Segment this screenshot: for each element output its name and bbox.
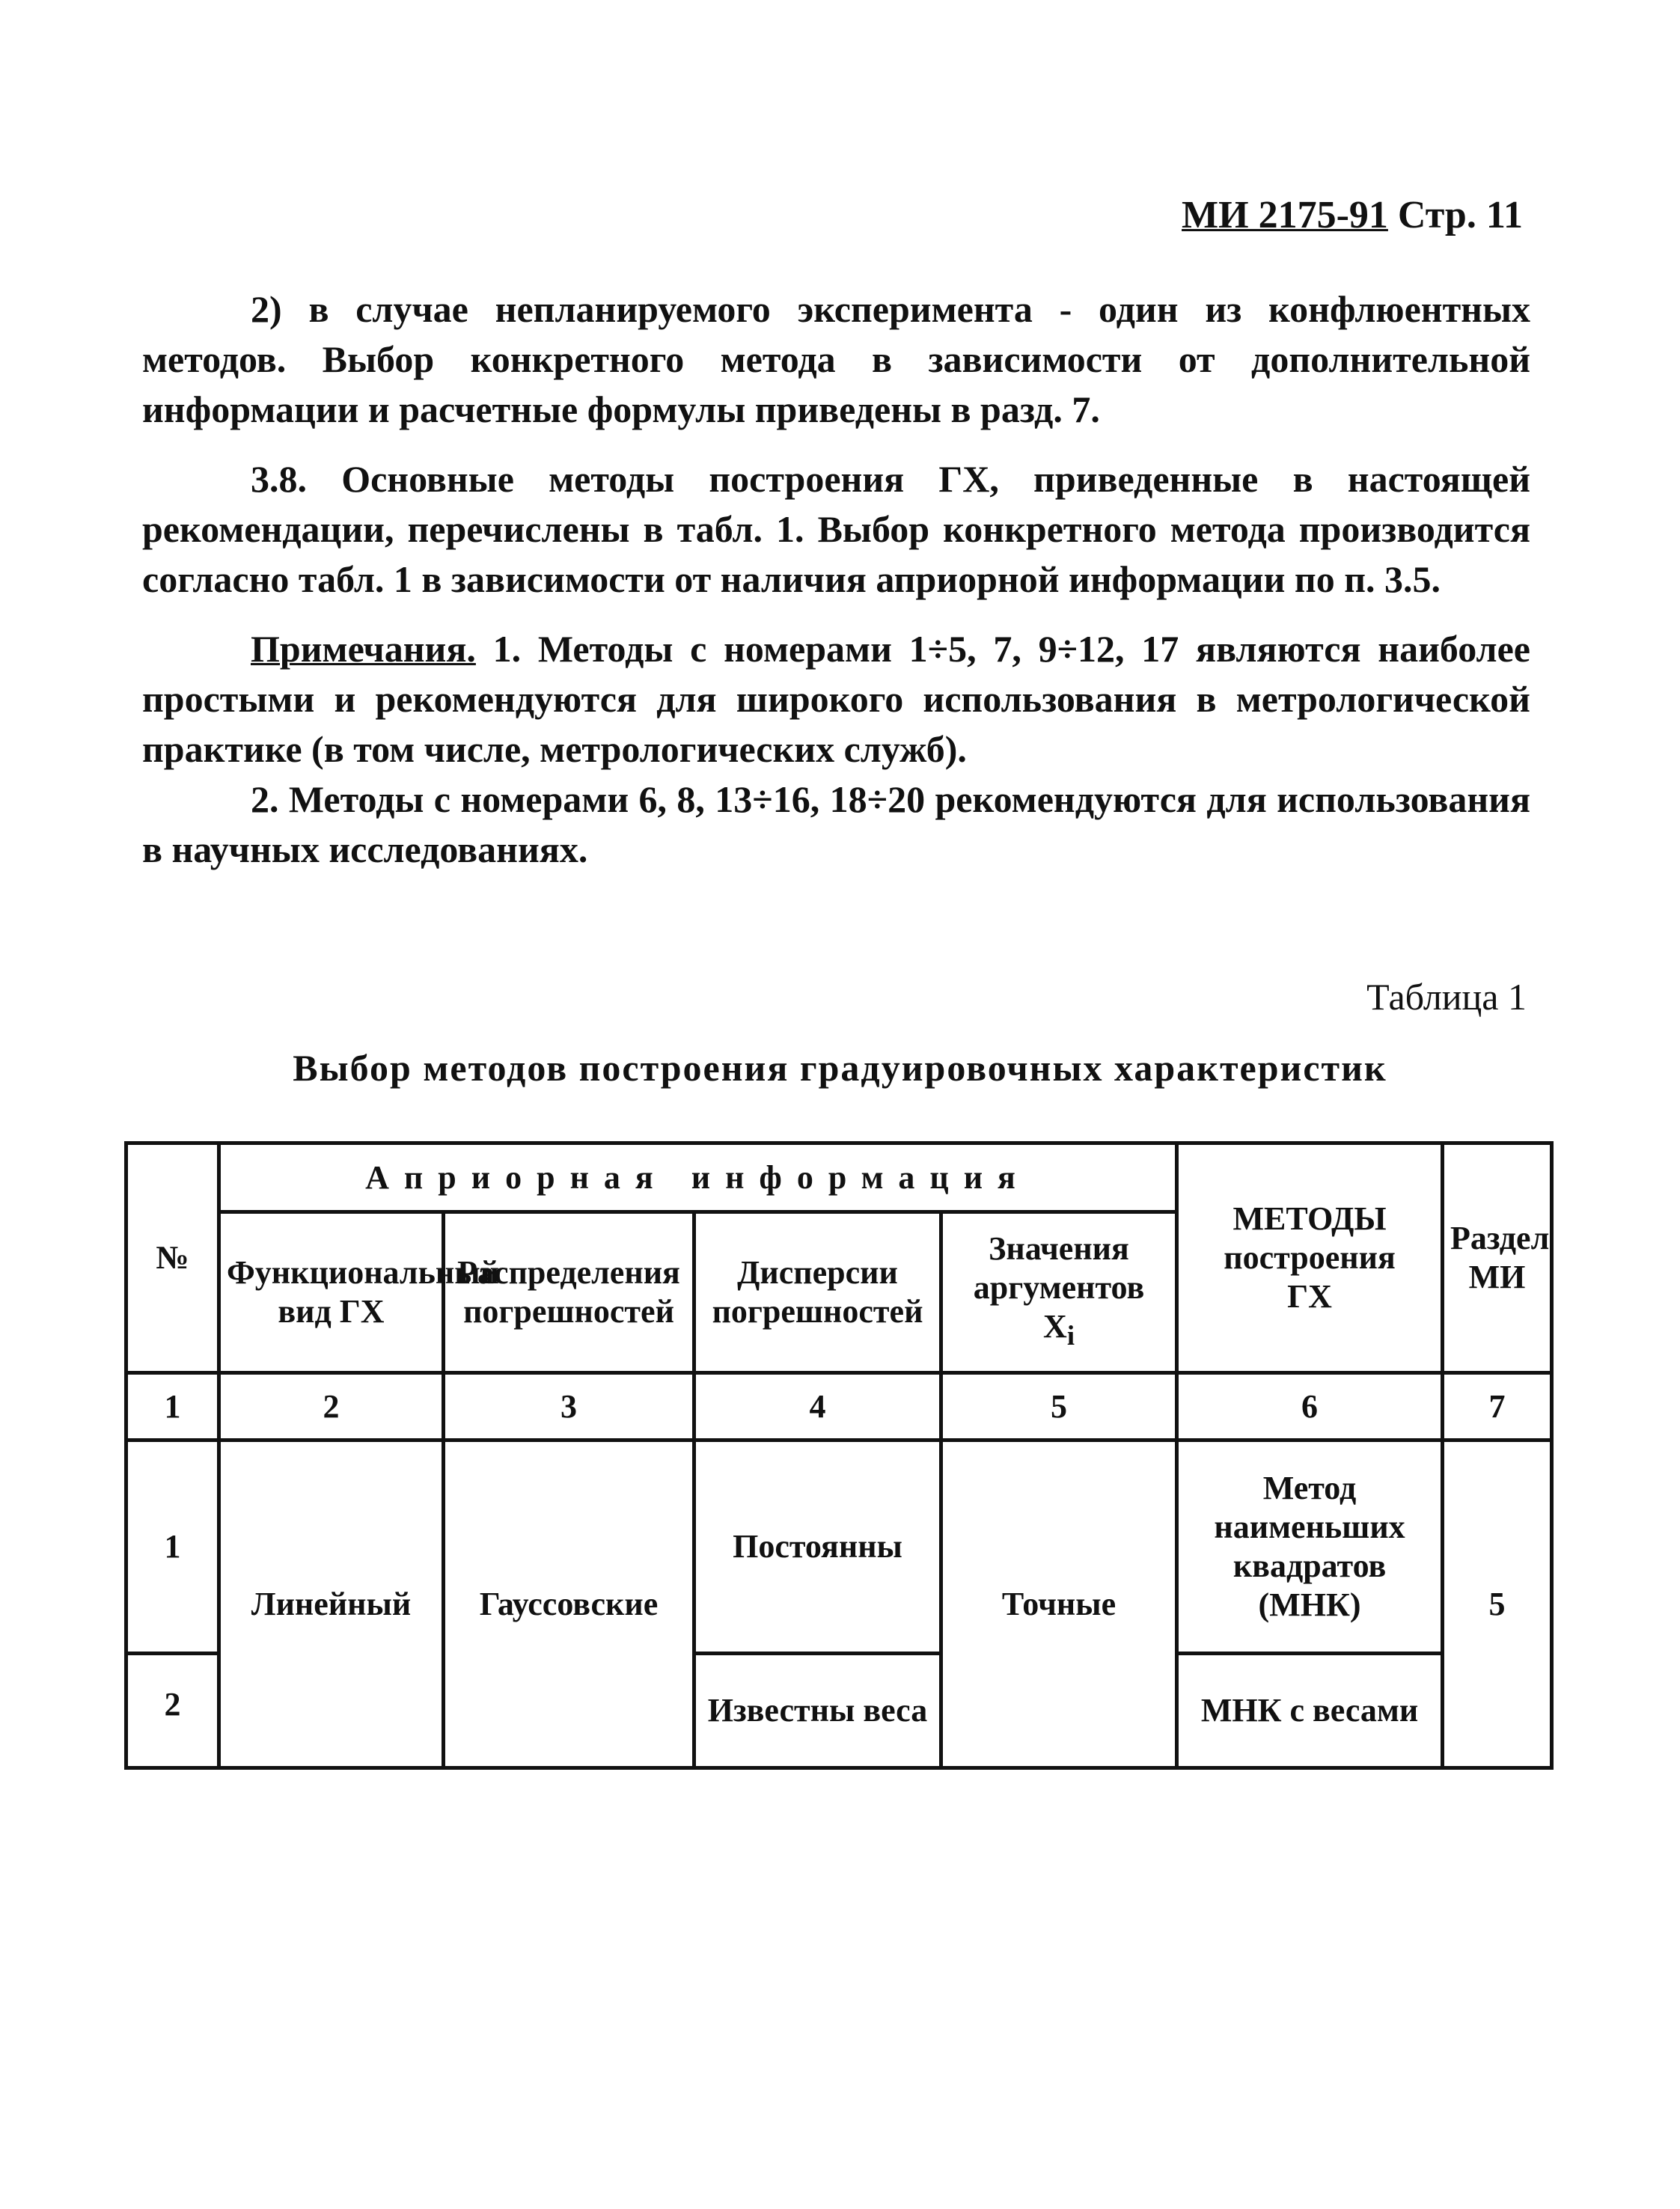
row-no: 1 [126,1440,219,1654]
header-no: № [126,1143,219,1373]
header-apriori: Априорная информация [219,1143,1177,1212]
note-2: 2. Методы с номерами 6, 8, 13÷16, 18÷20 рекомендуются для использования в научных исследованиях. [142,778,1530,870]
cell-section: 5 [1443,1440,1552,1768]
cell-method: МНК с весами [1177,1654,1443,1768]
cell-dispersion: Постоянны [694,1440,941,1654]
col-number: 7 [1443,1373,1552,1440]
row-no: 2 [126,1654,219,1768]
table-label: Таблица 1 [1366,976,1527,1018]
page-header [1182,193,1523,237]
cell-dispersion: Известны веса [694,1654,941,1768]
header-arguments-sub: i [1066,1319,1075,1351]
notes-label: Примечания. [251,628,476,670]
methods-table [124,1141,1554,1770]
col-number: 4 [694,1373,941,1440]
document-code: МИ 2175-91 [1182,194,1388,236]
paragraph-3-8: 3.8. Основные методы построения ГХ, приведенные в настоящей рекомендации, перечислены в табл. 1. Выбор конкретного метода производится согласно табл. 1 в зависимости от наличия априорной информации по п. 3.5. [142,458,1530,600]
cell-distribution: Гауссовские [444,1440,694,1768]
cell-arguments: Точные [941,1440,1177,1768]
col-number: 5 [941,1373,1177,1440]
body-text [142,284,1530,894]
header-methods-line1: МЕТОДЫ [1232,1200,1387,1237]
table-row [126,1440,1552,1654]
header-distribution: Распределения погрешностей [444,1212,694,1373]
paragraph-item-2: 2) в случае непланируемого эксперимента - один из конфлюентных методов. Выбор конкретного метода в зависимости от дополнительной информации и расчетные формулы приведены в разд. 7. [142,288,1530,430]
header-methods [1177,1143,1443,1373]
header-methods-line2: построения [1224,1239,1396,1276]
header-section: Раздел МИ [1443,1143,1552,1373]
table-title: Выбор методов построения градуировочных характеристик [293,1047,1387,1089]
col-number: 6 [1177,1373,1443,1440]
cell-method: Метод наименьших квадратов (МНК) [1177,1440,1443,1654]
header-functional: Функциональный вид ГХ [219,1212,444,1373]
header-dispersion: Дисперсии погрешностей [694,1212,941,1373]
header-arguments-var: X [1043,1308,1067,1345]
header-arguments-text: Значения аргументов [973,1230,1145,1307]
page-number: Стр. 11 [1397,194,1523,236]
note-1 [142,624,1530,774]
col-number: 3 [444,1373,694,1440]
cell-functional: Линейный [219,1440,444,1768]
col-number: 1 [126,1373,219,1440]
note-1-text: 1. Методы с номерами 1÷5, 7, 9÷12, 17 являются наиболее простыми и рекомендуются для широкого использования в метрологической практике (в том числе, метрологических служб). [142,628,1530,770]
header-methods-line3: ГХ [1287,1278,1332,1315]
header-arguments [941,1212,1177,1373]
col-number: 2 [219,1373,444,1440]
